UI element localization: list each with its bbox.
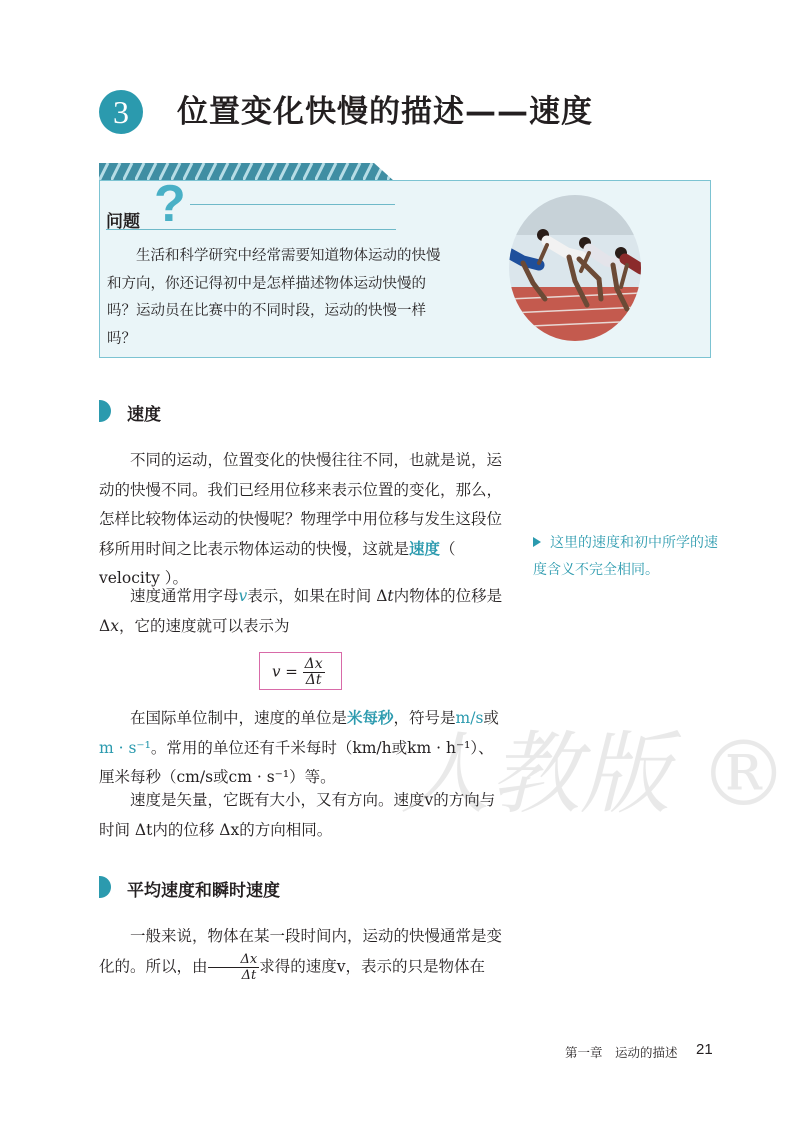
heading-average-instant-speed: 平均速度和瞬时速度 (127, 881, 280, 901)
paragraph-average-speed: 一般来说，物体在某一段时间内，运动的快慢通常是变化的。所以，由 $\frac{\Delta x}{\Delta t}$ 求得的速度v，表示的只是物体在 (99, 927, 503, 983)
term-meter-per-second: 米每秒 (347, 709, 394, 727)
question-label: 问题 (106, 212, 140, 232)
formula-lhs: v = (272, 662, 298, 681)
section-title: 位置变化快慢的描述——速度 (177, 94, 593, 130)
question-text: 生活和科学研究中经常需要知道物体运动的快慢和方向，你还记得初中是怎样描述物体运动快慢的吗？运动员在比赛中的不同时段，运动的快慢一样吗？ (107, 248, 441, 347)
question-decor-band (99, 163, 394, 181)
question-rule (106, 229, 396, 230)
footer-chapter: 第一章 运动的描述 (565, 1045, 678, 1060)
svg-text:人教版 ®: 人教版 ® (400, 722, 789, 827)
section-number-badge: 3 (99, 90, 143, 134)
publisher-watermark (390, 700, 789, 830)
paragraph-speed-definition: 速度通常用字母v表示，如果在时间 Δt内物体的位移是 Δx，它的速度就可以表示为 (99, 587, 503, 635)
speed-formula (259, 652, 342, 690)
heading-speed: 速度 (127, 405, 161, 425)
paragraph-speed-units: 在国际单位制中，速度的单位是米每秒，符号是m/s或m · s⁻¹。常用的单位还有千米每时（km/h或km · h⁻¹）、厘米每秒（cm/s或cm · s⁻¹）等。 (99, 709, 499, 786)
note-arrow-icon (533, 537, 541, 547)
term-speed: 速度 (409, 539, 441, 558)
heading-marker (99, 400, 111, 422)
page-number: 21 (696, 1041, 713, 1058)
paragraph-speed-vector: 速度是矢量，它既有大小，又有方向。速度v的方向与时间 Δt内的位移 Δx的方向相同。 (99, 791, 496, 839)
question-rule (190, 204, 395, 205)
question-mark-icon: ? (154, 175, 186, 233)
heading-marker (99, 876, 111, 898)
sprinters-photo (509, 195, 641, 341)
formula-denominator: Δt (305, 672, 322, 688)
formula-numerator: Δx (304, 656, 323, 672)
paragraph-speed-intro: 不同的运动，位置变化的快慢往往不同，也就是说，运动的快慢不同。我们已经用位移来表示位置的变化，那么，怎样比较物体运动的快慢呢？物理学中用位移与发生这段位移所用时间之比表示物体运动的快慢，这就是速度（ velocity ）。 (99, 451, 503, 587)
margin-note: 这里的速度和初中所学的速度含义不完全相同。 (533, 535, 718, 578)
